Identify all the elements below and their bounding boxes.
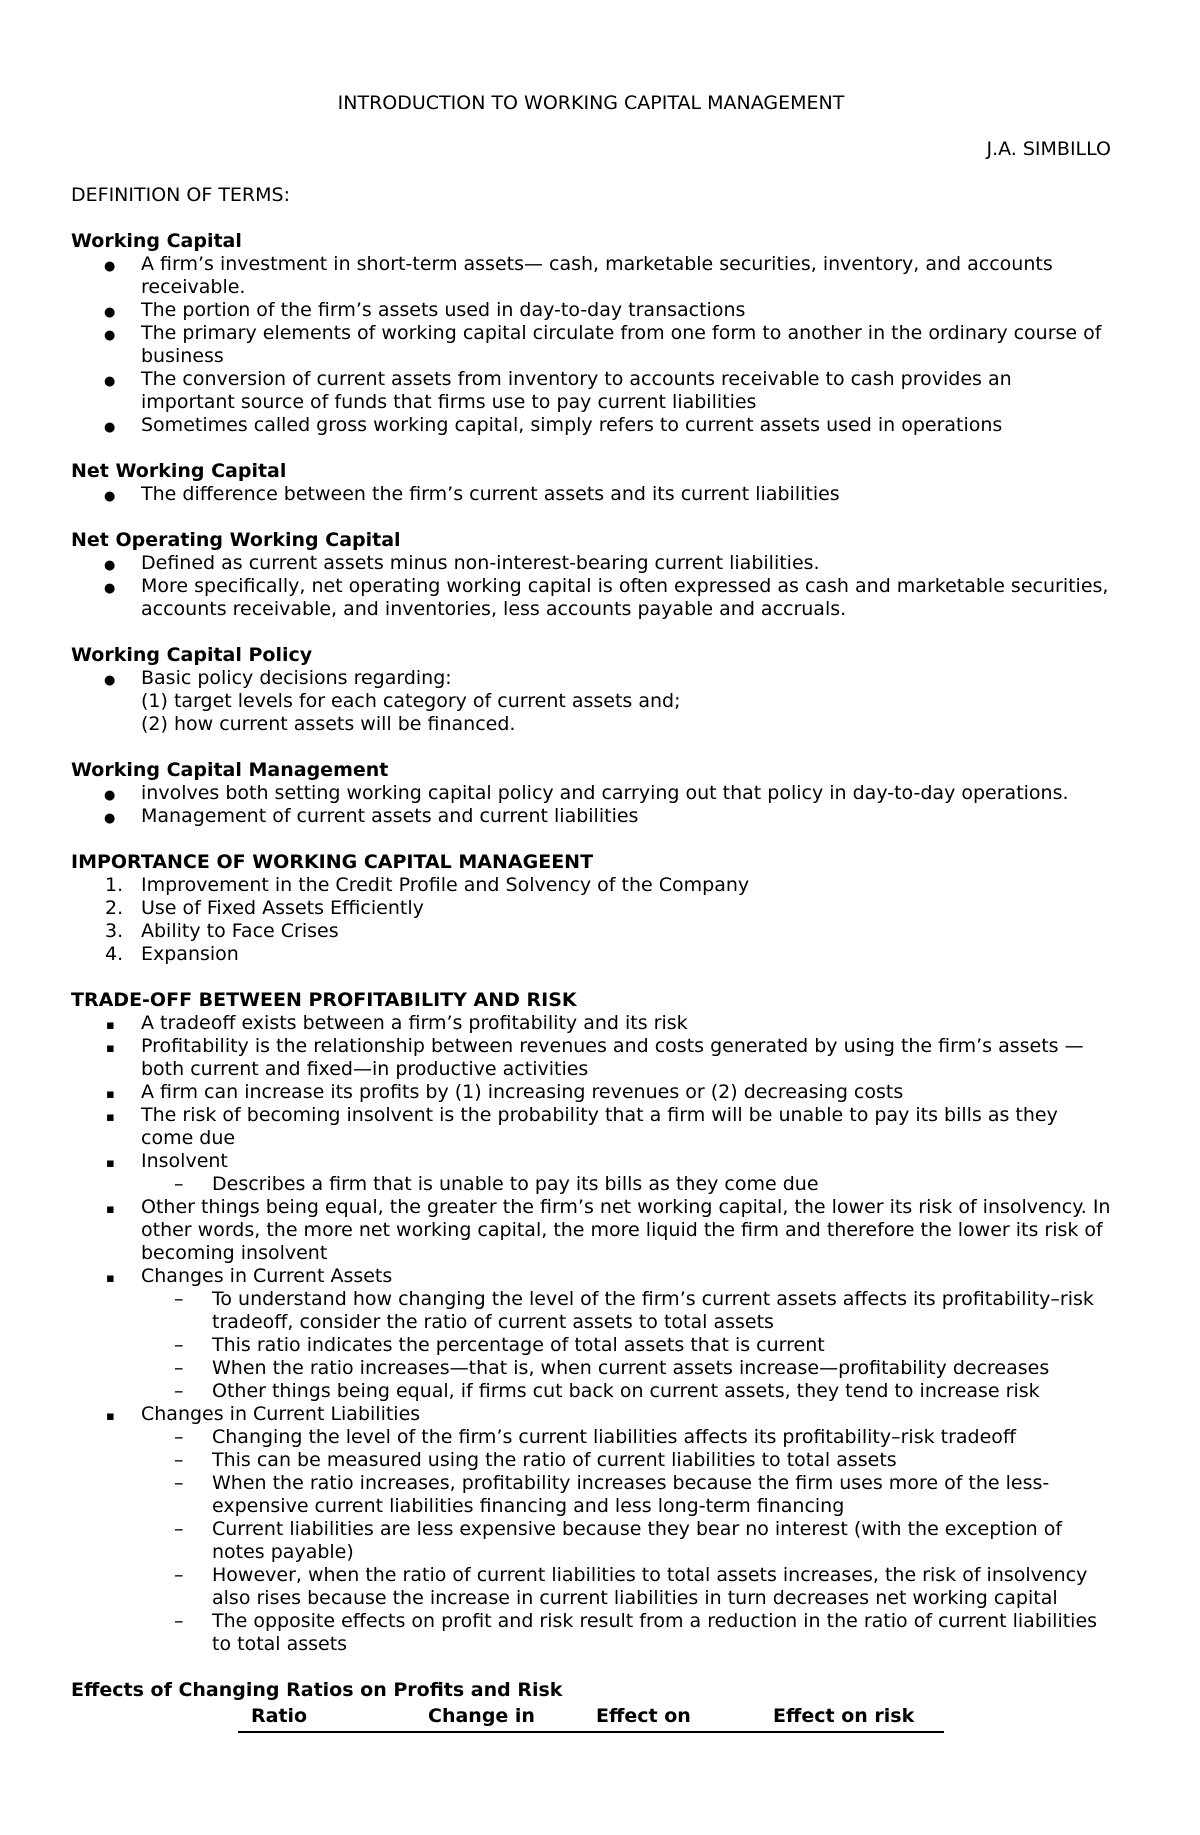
sub-list-item: – However, when the ratio of current liabilities to total assets increases, the risk of insolvency also rises because the increase in current liabilities in turn decreases net working capital xyxy=(71,1564,1111,1610)
bullet-icon xyxy=(106,1104,136,1129)
bullet-icon xyxy=(106,1035,136,1060)
tradeoff-list-cont2 xyxy=(71,1403,1111,1426)
sub-list-item: – Describes a firm that is unable to pay its bills as they come due xyxy=(71,1173,1111,1196)
column-header-effect-on-risk: Effect on risk xyxy=(773,1705,915,1727)
list-item: ● The difference between the firm’s current assets and its current liabilities xyxy=(71,483,1111,506)
bullet-icon xyxy=(104,782,134,807)
document-page xyxy=(71,92,1111,1733)
bullet-icon xyxy=(104,483,134,508)
net-working-capital-list xyxy=(71,483,1111,506)
list-item: ● More specifically, net operating working capital is often expressed as cash and marketable securities, accounts receivable, and inventories, less accounts payable and accruals. xyxy=(71,575,1111,621)
sub-list-item: – The opposite effects on profit and risk result from a reduction in the ratio of current liabilities to total assets xyxy=(71,1610,1111,1656)
dash-icon xyxy=(174,1426,204,1449)
section-title-importance: IMPORTANCE OF WORKING CAPITAL MANAGEENT xyxy=(71,851,594,873)
section-title-net-operating-wc: Net Operating Working Capital xyxy=(71,529,401,551)
working-capital-list xyxy=(71,253,1111,437)
sub-list-item: – Other things being equal, if firms cut back on current assets, they tend to increase risk xyxy=(71,1380,1111,1403)
list-item: ▪ Profitability is the relationship between revenues and costs generated by using the firm’s assets —both current and fixed—in productive activities xyxy=(71,1035,1111,1081)
bullet-icon xyxy=(104,805,134,830)
dash-icon xyxy=(174,1334,204,1357)
page-title: INTRODUCTION TO WORKING CAPITAL MANAGEMENT xyxy=(337,92,845,114)
definition-heading: DEFINITION OF TERMS: xyxy=(71,184,290,206)
list-number: 3. xyxy=(105,920,124,942)
sub-list-item: – When the ratio increases, profitability increases because the firm uses more of the less-expensive current liabilities financing and less long-term financing xyxy=(71,1472,1111,1518)
section-title-net-working-capital: Net Working Capital xyxy=(71,460,287,482)
bullet-icon xyxy=(106,1150,136,1175)
list-item: 3. Ability to Face Crises xyxy=(105,920,339,942)
bullet-icon xyxy=(104,368,134,393)
importance-list xyxy=(71,874,1111,966)
section-title-effects: Effects of Changing Ratios on Profits and Risk xyxy=(71,1679,563,1701)
list-item: ▪ Changes in Current Assets xyxy=(71,1265,1111,1288)
bullet-icon xyxy=(106,1012,136,1037)
bullet-icon xyxy=(106,1265,136,1290)
list-item: ● involves both setting working capital policy and carrying out that policy in day-to-day operations. xyxy=(71,782,1111,805)
section-title-working-capital: Working Capital xyxy=(71,230,242,252)
list-item: ● A firm’s investment in short-term assets— cash, marketable securities, inventory, and accounts receivable. xyxy=(71,253,1111,299)
list-number: 1. xyxy=(105,874,124,896)
wc-policy-list xyxy=(71,667,1111,690)
sub-list-item: – To understand how changing the level of the firm’s current assets affects its profitability–risk tradeoff, consider the ratio of current assets to total assets xyxy=(71,1288,1111,1334)
dash-icon xyxy=(174,1610,204,1633)
bullet-icon xyxy=(106,1403,136,1428)
wc-management-list xyxy=(71,782,1111,828)
sub-list-item: – Changing the level of the firm’s current liabilities affects its profitability–risk tradeoff xyxy=(71,1426,1111,1449)
list-item: ● The primary elements of working capital circulate from one form to another in the ordinary course of business xyxy=(71,322,1111,368)
list-item: ▪ Other things being equal, the greater the firm’s net working capital, the lower its risk of insolvency. In other words, the more net working capital, the more liquid the firm and therefore the lower its risk of becoming insolvent xyxy=(71,1196,1111,1265)
column-header-ratio: Ratio xyxy=(251,1705,308,1727)
dash-icon xyxy=(174,1564,204,1587)
section-title-wc-policy: Working Capital Policy xyxy=(71,644,313,666)
column-header-change-in: Change in xyxy=(428,1705,535,1727)
list-item: ▪ A firm can increase its profits by (1) increasing revenues or (2) decreasing costs xyxy=(71,1081,1111,1104)
bullet-icon xyxy=(104,667,134,692)
section-title-tradeoff: TRADE-OFF BETWEEN PROFITABILITY AND RISK xyxy=(71,989,577,1011)
list-item: ▪ The risk of becoming insolvent is the probability that a firm will be unable to pay its bills as they come due xyxy=(71,1104,1111,1150)
dash-icon xyxy=(174,1173,204,1196)
dash-icon xyxy=(174,1357,204,1380)
bullet-icon xyxy=(106,1081,136,1106)
author: J.A. SIMBILLO xyxy=(986,138,1111,160)
sub-list-item: – This ratio indicates the percentage of total assets that is current xyxy=(71,1334,1111,1357)
list-item: ● Management of current assets and current liabilities xyxy=(71,805,1111,828)
tradeoff-list xyxy=(71,1012,1111,1173)
list-item: 4. Expansion xyxy=(105,943,239,965)
bullet-icon xyxy=(104,322,134,347)
bullet-icon xyxy=(104,299,134,324)
current-assets-sublist xyxy=(71,1288,1111,1403)
policy-line-1: (1) target levels for each category of current assets and; xyxy=(141,690,681,712)
list-item: ● Basic policy decisions regarding: xyxy=(71,667,1111,690)
current-liabilities-sublist xyxy=(71,1426,1111,1656)
list-item: ▪ Changes in Current Liabilities xyxy=(71,1403,1111,1426)
dash-icon xyxy=(174,1380,204,1403)
sub-list-item: – When the ratio increases—that is, when current assets increase—profitability decreases xyxy=(71,1357,1111,1380)
dash-icon xyxy=(174,1472,204,1495)
list-item: 1. Improvement in the Credit Profile and Solvency of the Company xyxy=(105,874,750,896)
list-item: ▪ Insolvent xyxy=(71,1150,1111,1173)
sub-list-item: – This can be measured using the ratio of current liabilities to total assets xyxy=(71,1449,1111,1472)
section-title-wc-management: Working Capital Management xyxy=(71,759,389,781)
bullet-icon xyxy=(104,552,134,577)
policy-line-2: (2) how current assets will be financed. xyxy=(141,713,516,735)
column-header-effect-on: Effect on xyxy=(596,1705,691,1727)
list-item: ● The portion of the firm’s assets used in day-to-day transactions xyxy=(71,299,1111,322)
net-operating-wc-list xyxy=(71,552,1111,621)
list-item: ● Sometimes called gross working capital, simply refers to current assets used in operations xyxy=(71,414,1111,437)
list-item: ● Defined as current assets minus non-interest-bearing current liabilities. xyxy=(71,552,1111,575)
list-item: ▪ A tradeoff exists between a firm’s profitability and its risk xyxy=(71,1012,1111,1035)
dash-icon xyxy=(174,1449,204,1472)
list-number: 2. xyxy=(105,897,124,919)
bullet-icon xyxy=(104,575,134,600)
insolvent-sublist xyxy=(71,1173,1111,1196)
bullet-icon xyxy=(106,1196,136,1221)
list-item: 2. Use of Fixed Assets Efficiently xyxy=(105,897,424,919)
dash-icon xyxy=(174,1288,204,1311)
tradeoff-list-cont xyxy=(71,1196,1111,1288)
effects-table-header xyxy=(238,1703,944,1733)
list-item: ● The conversion of current assets from inventory to accounts receivable to cash provides an important source of funds that firms use to pay current liabilities xyxy=(71,368,1111,414)
dash-icon xyxy=(174,1518,204,1541)
list-number: 4. xyxy=(105,943,124,965)
sub-list-item: – Current liabilities are less expensive because they bear no interest (with the exception of notes payable) xyxy=(71,1518,1111,1564)
bullet-icon xyxy=(104,253,134,278)
bullet-icon xyxy=(104,414,134,439)
